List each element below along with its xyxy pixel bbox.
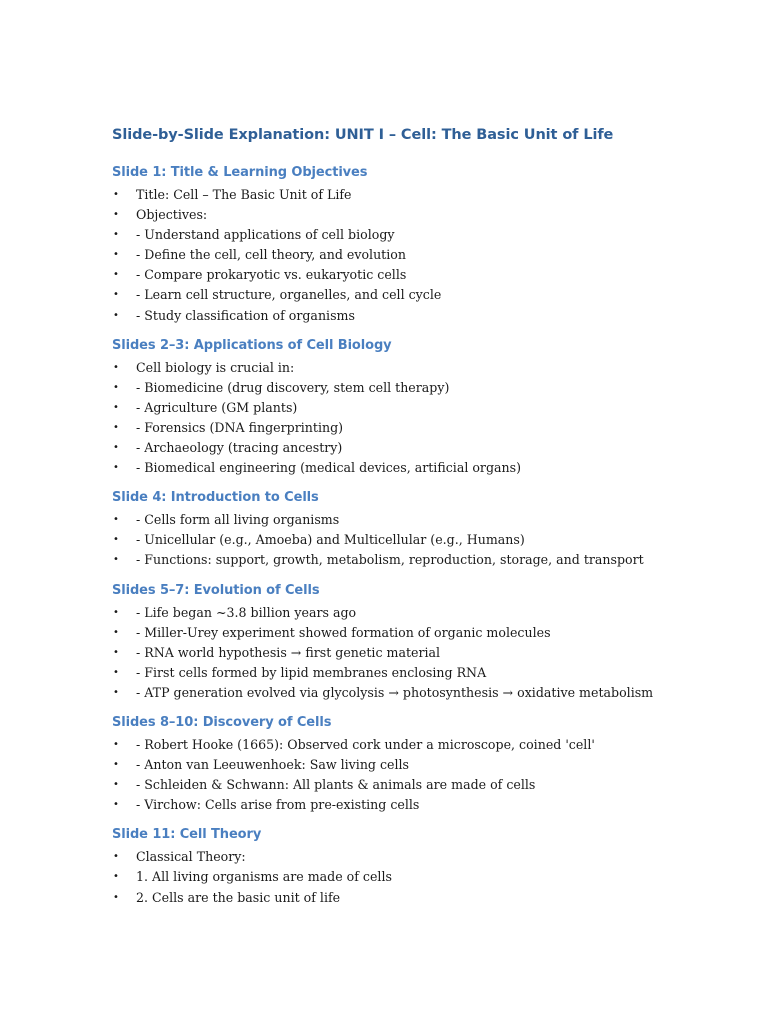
list-item [112, 306, 728, 326]
list-item [112, 550, 728, 570]
bullet-icon: • [113, 646, 119, 658]
section-heading: Slides 5–7: Evolution of Cells [112, 582, 320, 598]
section-heading: Slides 2–3: Applications of Cell Biology [112, 337, 392, 353]
list-item-text: - Anton van Leeuwenhoek: Saw living cells [136, 757, 410, 773]
list-item [112, 378, 728, 398]
list-item-text: - Miller-Urey experiment showed formation of organic molecules [136, 624, 551, 640]
list-item-text: Title: Cell – The Basic Unit of Life [136, 187, 352, 202]
list-item-text: - Biomedical engineering (medical devices, artificial organs) [136, 460, 522, 476]
section [112, 337, 728, 479]
list-item-text: Cell biology is crucial in: [136, 359, 295, 375]
section [112, 489, 728, 570]
bullet-icon: • [113, 779, 119, 791]
bullet-icon: • [113, 759, 119, 771]
bullet-list [112, 603, 728, 703]
bullet-icon: • [113, 871, 119, 883]
list-item [112, 755, 728, 775]
list-item [112, 643, 728, 663]
bullet-icon: • [113, 269, 119, 281]
bullet-icon: • [113, 534, 119, 546]
bullet-icon: • [113, 289, 119, 301]
list-item-text: - Cells form all living organisms [136, 512, 340, 528]
list-item-text: - Study classification of organisms [136, 307, 355, 323]
list-item [112, 795, 728, 815]
list-item-text: - Functions: support, growth, metabolism, reproduction, storage, and transport [136, 552, 644, 568]
bullet-icon: • [113, 442, 119, 454]
list-item-text: - Forensics (DNA fingerprinting) [136, 419, 344, 435]
bullet-icon: • [113, 686, 119, 698]
section [112, 582, 728, 703]
list-item [112, 458, 728, 478]
list-item [112, 185, 728, 205]
bullet-icon: • [113, 462, 119, 474]
bullet-icon: • [113, 891, 119, 903]
bullet-icon: • [113, 209, 119, 221]
list-item-text: Objectives: [136, 207, 208, 223]
bullet-icon: • [113, 554, 119, 566]
bullet-list [112, 735, 728, 815]
bullet-icon: • [113, 851, 119, 863]
bullet-list [112, 847, 728, 907]
list-item-text: - ATP generation evolved via glycolysis → photosynthesis → oxidative metabolism [136, 684, 654, 700]
list-item [112, 530, 728, 550]
list-item [112, 225, 728, 245]
list-item-text: - RNA world hypothesis → first genetic material [136, 644, 441, 660]
sections-container [112, 164, 728, 908]
list-item [112, 867, 728, 887]
list-item [112, 438, 728, 458]
bullet-icon: • [113, 229, 119, 241]
list-item-text: - Robert Hooke (1665): Observed cork under a microscope, coined 'cell' [136, 736, 595, 752]
list-item [112, 775, 728, 795]
bullet-icon: • [113, 514, 119, 526]
list-item-text: - Virchow: Cells arise from pre-existing cells [136, 797, 420, 813]
list-item-text: - Agriculture (GM plants) [136, 399, 298, 415]
list-item [112, 847, 728, 867]
list-item-text: - Archaeology (tracing ancestry) [136, 440, 343, 456]
section [112, 826, 728, 907]
list-item-text: - Life began ~3.8 billion years ago [136, 604, 357, 620]
list-item-text: 1. All living organisms are made of cells [136, 869, 392, 885]
bullet-icon: • [113, 249, 119, 261]
list-item-text: - Compare prokaryotic vs. eukaryotic cells [136, 267, 407, 283]
bullet-list [112, 358, 728, 479]
bullet-icon: • [113, 738, 119, 750]
section [112, 714, 728, 815]
section-heading: Slide 11: Cell Theory [112, 827, 262, 843]
list-item [112, 603, 728, 623]
bullet-icon: • [113, 626, 119, 638]
list-item [112, 245, 728, 265]
bullet-list [112, 185, 728, 326]
list-item-text: - Biomedicine (drug discovery, stem cell therapy) [136, 379, 450, 395]
list-item [112, 418, 728, 438]
list-item-text: - First cells formed by lipid membranes enclosing RNA [136, 664, 487, 680]
bullet-icon: • [113, 189, 119, 200]
bullet-icon: • [113, 421, 119, 433]
list-item-text: - Understand applications of cell biology [136, 227, 395, 243]
bullet-icon: • [113, 799, 119, 811]
list-item [112, 398, 728, 418]
bullet-list [112, 510, 728, 570]
list-item [112, 663, 728, 683]
list-item-text: Classical Theory: [136, 849, 246, 865]
list-item [112, 285, 728, 305]
list-item-text: 2. Cells are the basic unit of life [136, 889, 341, 905]
list-item [112, 683, 728, 703]
list-item [112, 205, 728, 225]
list-item [112, 623, 728, 643]
section-heading: Slide 4: Introduction to Cells [112, 490, 319, 506]
section [112, 164, 728, 326]
list-item [112, 510, 728, 530]
section-heading: Slides 8–10: Discovery of Cells [112, 714, 332, 730]
bullet-icon: • [113, 361, 119, 373]
bullet-icon: • [113, 606, 119, 618]
bullet-icon: • [113, 401, 119, 413]
bullet-icon: • [113, 381, 119, 393]
list-item-text: - Define the cell, cell theory, and evolution [136, 247, 406, 263]
list-item-text: - Learn cell structure, organelles, and cell cycle [136, 287, 442, 303]
bullet-icon: • [113, 666, 119, 678]
list-item [112, 358, 728, 378]
list-item [112, 888, 728, 908]
section-heading: Slide 1: Title & Learning Objectives [112, 165, 368, 180]
list-item-text: - Schleiden & Schwann: All plants & animals are made of cells [136, 777, 536, 793]
list-item-text: - Unicellular (e.g., Amoeba) and Multicellular (e.g., Humans) [136, 532, 525, 548]
document-title: Slide-by-Slide Explanation: UNIT I – Cell: The Basic Unit of Life [112, 127, 614, 143]
list-item [112, 735, 728, 755]
list-item [112, 265, 728, 285]
bullet-icon: • [113, 309, 119, 321]
